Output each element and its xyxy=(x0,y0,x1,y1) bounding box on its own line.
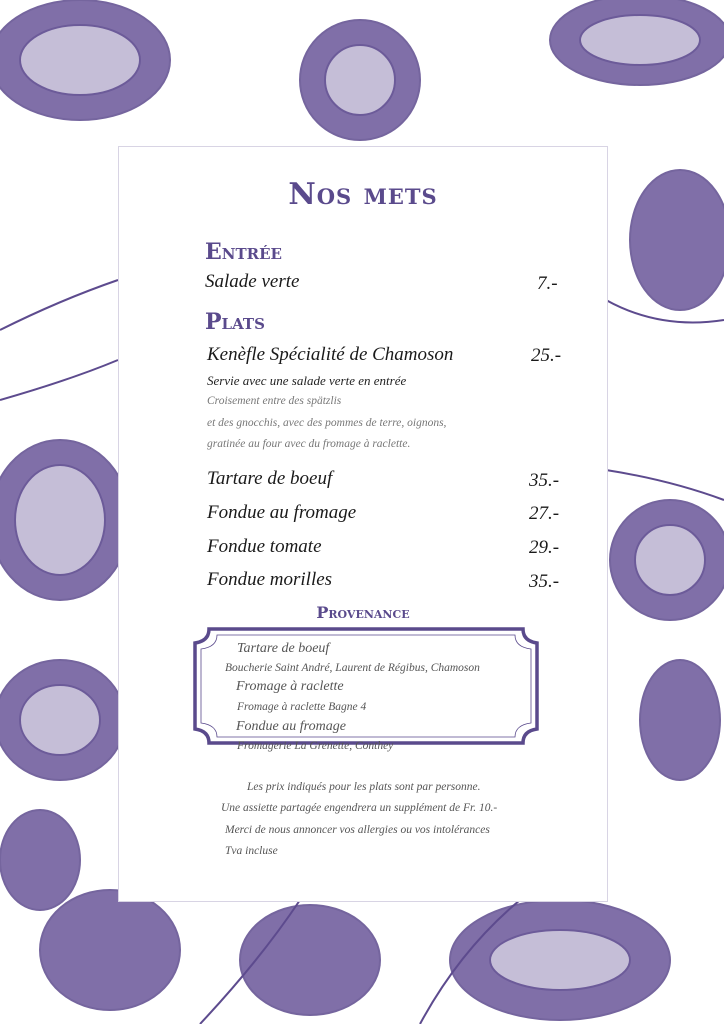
menu-item-name: Fondue tomate xyxy=(207,536,322,557)
provenance-product: Tartare de boeuf xyxy=(237,641,330,656)
menu-item-name: Tartare de boeuf xyxy=(207,468,333,489)
menu-item-price: 27.- xyxy=(529,503,560,524)
provenance-product: Fondue au fromage xyxy=(236,719,346,734)
menu-item-price: 29.- xyxy=(529,537,560,558)
provenance-heading: Provenance xyxy=(316,603,410,622)
section-heading-entree: Entrée xyxy=(205,239,282,265)
menu-item-price: 25.- xyxy=(531,345,562,366)
provenance-source: Fromagerie La Grenette, Conthey xyxy=(237,740,394,752)
note: Les prix indiqués pour les plats sont par personne. xyxy=(247,781,481,793)
menu-item-price: 35.- xyxy=(529,571,560,592)
menu-title: Nos mets xyxy=(288,177,438,212)
provenance-source: Boucherie Saint André, Laurent de Régibus, Chamoson xyxy=(225,662,480,674)
menu-item-name: Kenèfle Spécialité de Chamoson xyxy=(207,344,454,365)
menu-item-description: gratinée au four avec du fromage à raclette. xyxy=(207,438,411,450)
note: Merci de nous annoncer vos allergies ou vos intolérances xyxy=(225,824,490,836)
menu-item-price: 35.- xyxy=(529,470,560,491)
note: Une assiette partagée engendrera un supplément de Fr. 10.- xyxy=(221,802,498,814)
menu-item-price: 7.- xyxy=(537,273,558,294)
note: Tva incluse xyxy=(225,845,278,857)
section-heading-plats: Plats xyxy=(205,309,265,335)
menu-item-subtitle: Servie avec une salade verte en entrée xyxy=(207,373,407,388)
menu-item-description: Croisement entre des spätzlis xyxy=(207,395,342,407)
menu-item-description: et des gnocchis, avec des pommes de terre, oignons, xyxy=(207,417,447,429)
provenance-product: Fromage à raclette xyxy=(236,679,344,694)
menu-item-name: Fondue au fromage xyxy=(207,502,357,523)
menu-item-name: Salade verte xyxy=(205,271,300,292)
provenance-source: Fromage à raclette Bagne 4 xyxy=(237,701,367,713)
menu-card xyxy=(118,146,608,902)
menu-item-name: Fondue morilles xyxy=(207,569,333,590)
